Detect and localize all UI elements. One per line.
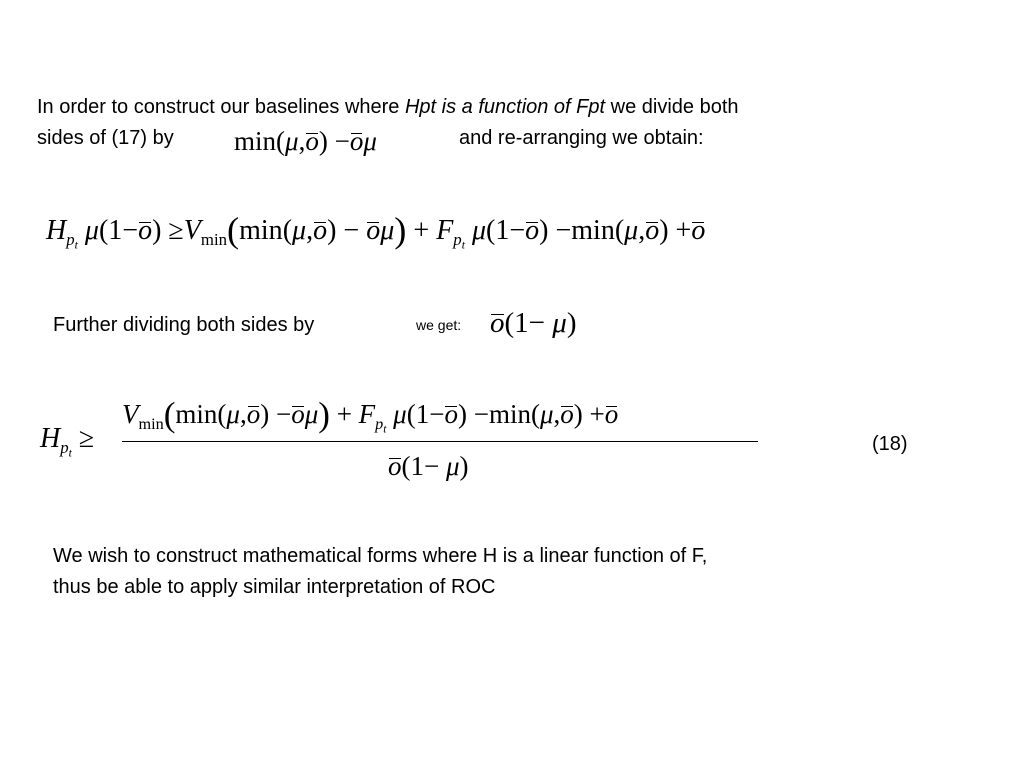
equation-18-fraction-bar [122,441,758,442]
we-get-label: we get: [416,317,462,333]
equation-18-denominator: o(1− μ) [388,451,469,481]
rearranged-inequality: $H_{p_t}$ $\mu(1-o) \ge V_{min}(\min(\mu,o) - o\mu) + F_{p_t}$ μ(1−o) −min(μ,o) +o [46,210,706,252]
intro-line-1-start: In order to construct our baselines where [37,96,405,118]
intro-line-1-end: we divide both [605,96,739,118]
divisor-expression: min(μ,o) −oμ [234,126,377,156]
equation-number: (18) [872,433,908,455]
intro-line-2-start: sides of (17) by [37,127,174,149]
intro-line-2-end: and re-arranging we obtain: [459,127,704,149]
further-label: Further dividing both sides by [53,314,315,336]
second-divisor-expression: o(1− μ) [490,307,577,339]
equation-18-numerator: $V_{min}(\min(\mu,o) -o\mu) + F_{p_t}$ μ(1−o) −min(μ,o) +o [122,395,619,436]
intro-line-1 [37,92,739,123]
closing-line-2: thus be able to apply similar interpretation of ROC [53,576,496,598]
intro-line-1-italic: Hpt is a function of Fpt [404,96,606,118]
equation-18-lhs: $H_{p_t}$ ≥ [40,423,95,460]
closing-line-1: We wish to construct mathematical forms where H is a linear function of F, [53,545,708,567]
